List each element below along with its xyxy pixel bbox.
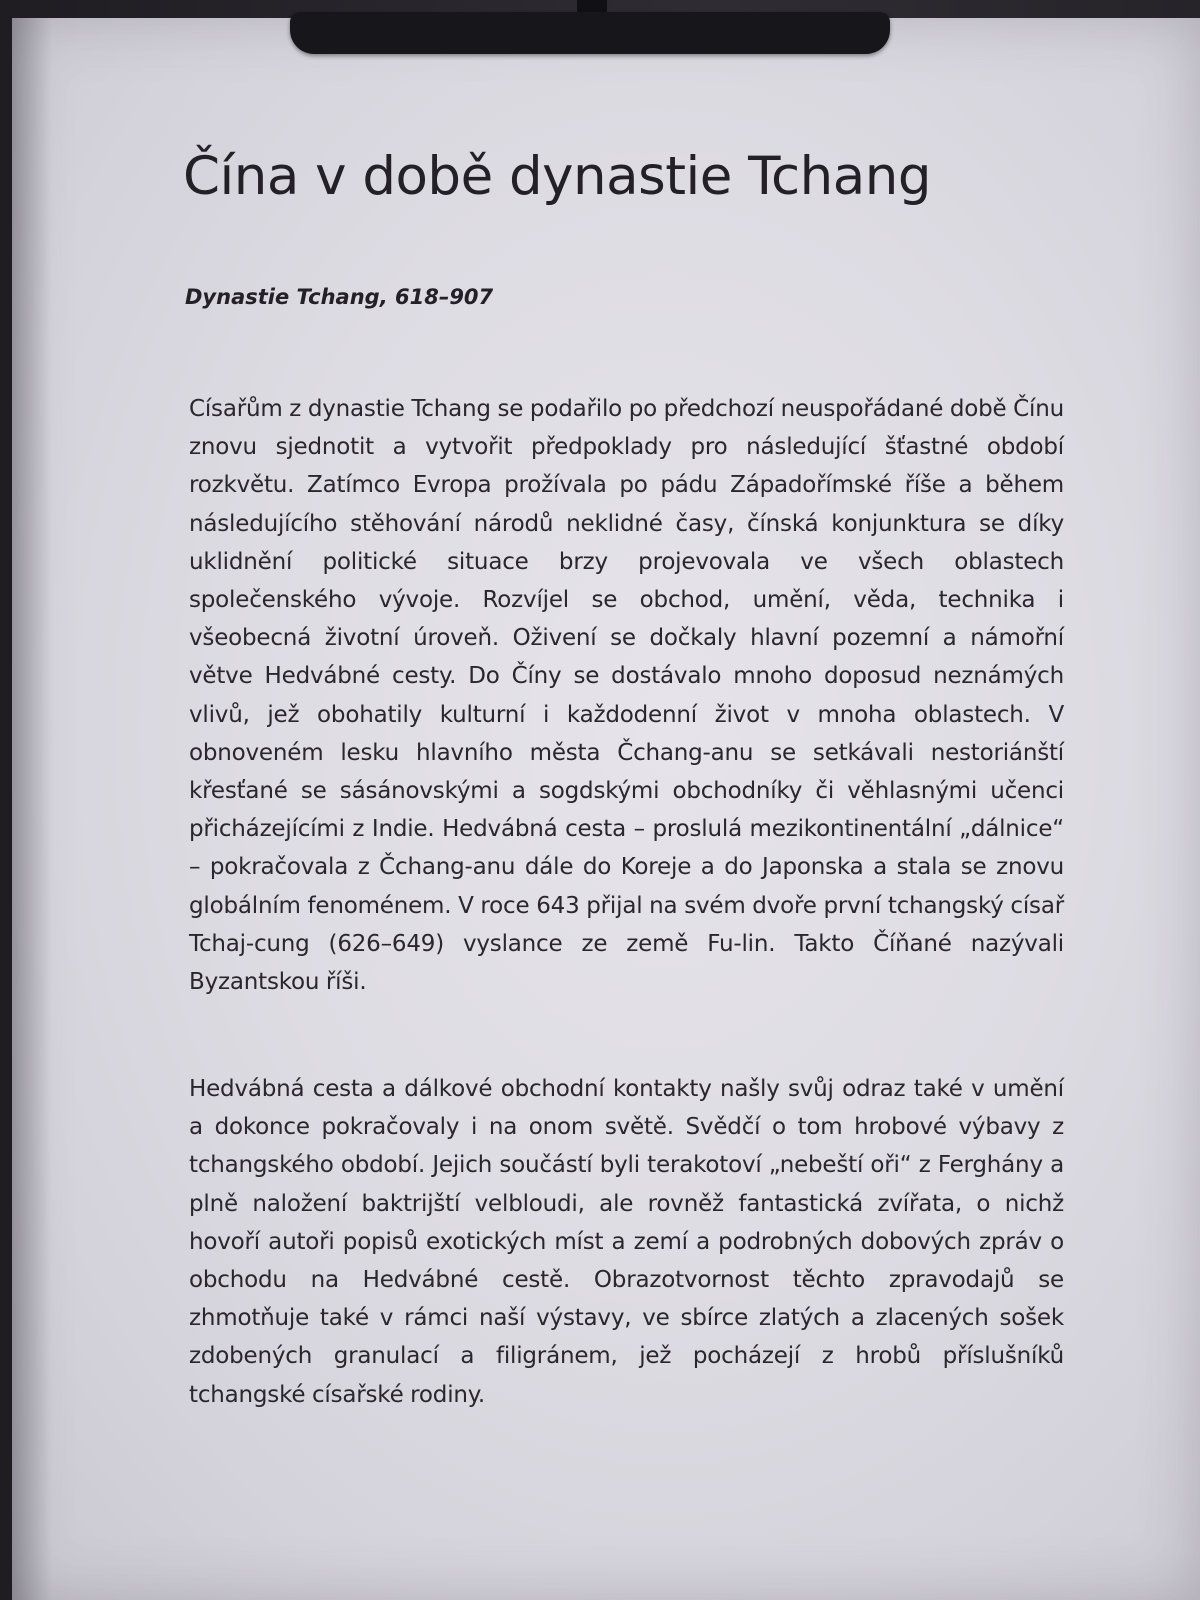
- panel-mount-bar: [290, 12, 890, 54]
- panel-subtitle: Dynastie Tchang, 618–907: [185, 285, 494, 309]
- body-paragraph-1: Císařům z dynastie Tchang se podařilo po předchozí neuspořádané době Čínu znovu sjednotit a vytvořit předpoklady pro následující šťastné období rozkvětu. Zatímco Evropa prožívala po pádu Západořímské říše a během následujícího stěhování národů neklidné časy, čínská konjunktura se díky uklidnění politické situace brzy projevovala ve všech oblastech společenského vývoje. Rozvíjel se obchod, umění, věda, technika i všeobecná životní úroveň. Oživení se dočkaly hlavní pozemní a námořní větve Hedvábné cesty. Do Číny se dostávalo mnoho doposud neznámých vlivů, jež obohatily kulturní i každodenní život v mnoha oblastech. V obnoveném lesku hlavního města Čchang-anu se setkávali nestoriánští křesťané se sásánovskými a sogdskými obchodníky či věhlasnými učenci přicházejícími z Indie. Hedvábná cesta – proslulá mezikontinentální „dálnice“ – pokračovala z Čchang-anu dále do Koreje a do Japonska a stala se znovu globálním fenoménem. V roce 643 přijal na svém dvoře první tchangský císař Tchaj-cung (626–649) vyslance ze země Fu-lin. Takto Číňané nazývali Byzantskou říši.: [189, 396, 1064, 996]
- panel-title: Čína v době dynastie Tchang: [183, 146, 931, 207]
- body-paragraph-2: Hedvábná cesta a dálkové obchodní kontakty našly svůj odraz také v umění a dokonce pokračovaly i na onom světě. Svědčí o tom hrobové výbavy z tchangského období. Jejich součástí byli terakotoví „nebeští oři“ z Ferghány a plně naložení baktrijští velbloudi, ale rovněž fantastická zvířata, o nichž hovoří autoři popisů exotických míst a zemí a podrobných dobových zpráv o obchodu na Hedvábné cestě. Obrazotvornost těchto zpravodajů se zhmotňuje také v rámci naší výstavy, ve sbírce zlatých a zlacených sošek zdobených granulací a filigránem, jež pocházejí z hrobů příslušníků tchangské císařské rodiny.: [189, 1076, 1064, 1408]
- panel-edge-shadow: [12, 18, 52, 1600]
